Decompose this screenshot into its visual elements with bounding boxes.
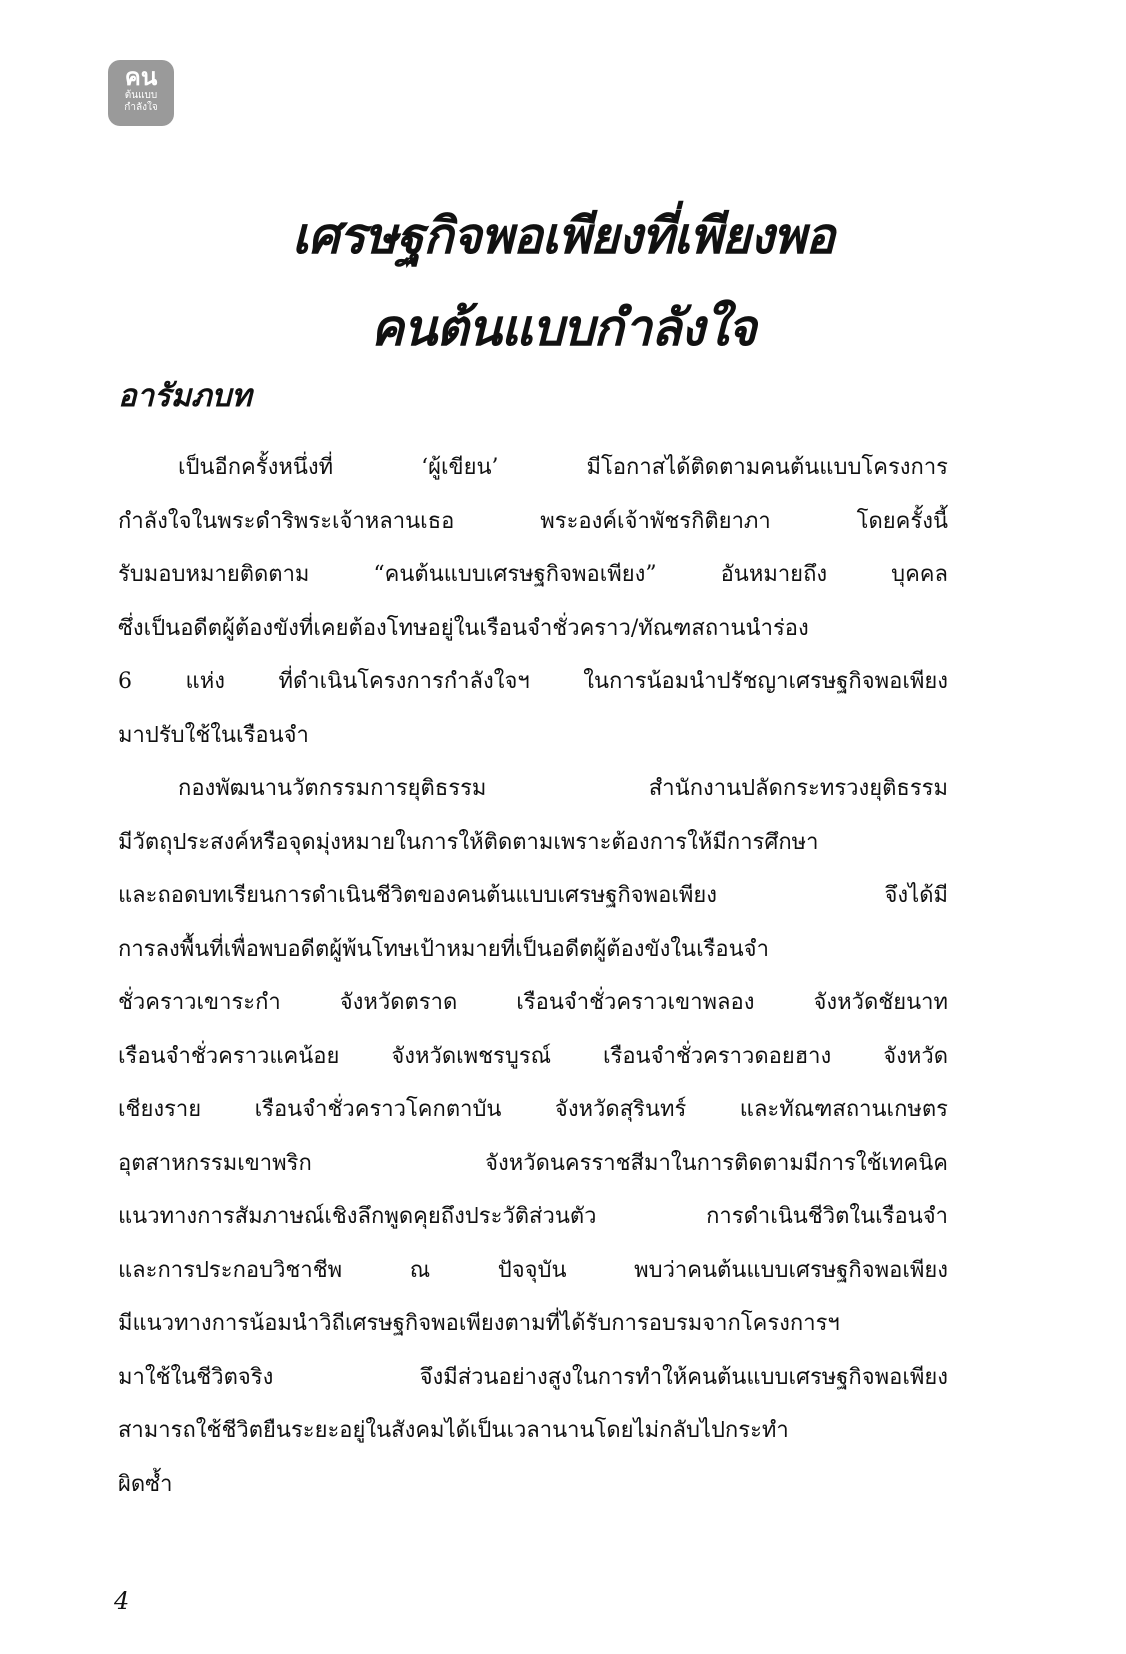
logo-sub-text-2: กำลังใจ [124,102,158,113]
paragraph-2-line: และการประกอบวิชาชีพ ณ ปัจจุบัน พบว่าคนต้นแบบเศรษฐกิจพอเพียง [118,1257,948,1283]
logo-main-text: คน [124,63,158,91]
paragraph-2-line: แนวทางการสัมภาษณ์เชิงลึกพูดคุยถึงประวัติส่วนตัว การดำเนินชีวิตในเรือนจำ [118,1204,948,1229]
paragraph-2-line: และถอดบทเรียนการดำเนินชีวิตของคนต้นแบบเศรษฐกิจพอเพียง จึงได้มี [118,883,948,908]
paragraph-1-line: ซึ่งเป็นอดีตผู้ต้องขังที่เคยต้องโทษอยู่ในเรือนจำชั่วคราว/ทัณฑสถานนำร่อง [118,615,809,641]
paragraph-1-line: 6 แห่ง ที่ดำเนินโครงการกำลังใจฯ ในการน้อมนำปรัชญาเศรษฐกิจพอเพียง [118,669,948,694]
logo-sub-text-1: ต้นแบบ [124,90,158,101]
logo-badge [108,60,174,126]
paragraph-2-line: มาใช้ในชีวิตจริง จึงมีส่วนอย่างสูงในการทำให้คนต้นแบบเศรษฐกิจพอเพียง [118,1364,948,1390]
paragraph-2-line: มีแนวทางการน้อมนำวิถีเศรษฐกิจพอเพียงตามที่ได้รับการอบรมจากโครงการฯ [118,1311,840,1336]
paragraph-2-line: มีวัตถุประสงค์หรือจุดมุ่งหมายในการให้ติดตามเพราะต้องการให้มีการศึกษา [118,829,819,855]
paragraph-2-line: เรือนจำชั่วคราวแคน้อย จังหวัดเพชรบูรณ์ เรือนจำชั่วคราวดอยฮาง จังหวัด [118,1043,948,1069]
page-title [0,190,1126,374]
paragraph-1-line: กำลังใจในพระดำริพระเจ้าหลานเธอ พระองค์เจ้าพัชรกิติยาภา โดยครั้งนี้ [118,508,948,534]
paragraph-1-line: เป็นอีกครั้งหนึ่งที่ ‘ผู้เขียน’ มีโอกาสได้ติดตามคนต้นแบบโครงการ [178,455,948,480]
paragraph-2-line: ผิดซ้ำ [118,1471,173,1497]
page-number: 4 [114,1587,130,1615]
paragraph-2-line: การลงพื้นที่เพื่อพบอดีตผู้พ้นโทษเป้าหมายที่เป็นอดีตผู้ต้องขังในเรือนจำ [118,936,769,962]
body-text [118,441,948,1511]
paragraph-1-line: มาปรับใช้ในเรือนจำ [118,722,309,748]
paragraph-2-line: สามารถใช้ชีวิตยืนระยะอยู่ในสังคมได้เป็นเวลานานโดยไม่กลับไปกระทำ [118,1418,789,1443]
paragraph-2-line: อุตสาหกรรมเขาพริก จังหวัดนครราชสีมาในการติดตามมีการใช้เทคนิค [118,1150,948,1176]
title-line-1: เศรษฐกิจพอเพียงที่เพียงพอ [291,207,835,265]
paragraph-1-line: รับมอบหมายติดตาม “คนต้นแบบเศรษฐกิจพอเพียง” อันหมายถึง บุคคล [118,562,948,587]
paragraph-2-line: เชียงราย เรือนจำชั่วคราวโคกตาบัน จังหวัดสุรินทร์ และทัณฑสถานเกษตร [118,1097,948,1122]
title-line-2: คนต้นแบบกำลังใจ [370,299,756,357]
paragraph-2-line: กองพัฒนานวัตกรรมการยุติธรรม สำนักงานปลัดกระทรวงยุติธรรม [178,776,948,801]
paragraph-2-line: ชั่วคราวเขาระกำ จังหวัดตราด เรือนจำชั่วคราวเขาพลอง จังหวัดชัยนาท [118,990,948,1015]
section-heading: อารัมภบท [118,378,252,414]
